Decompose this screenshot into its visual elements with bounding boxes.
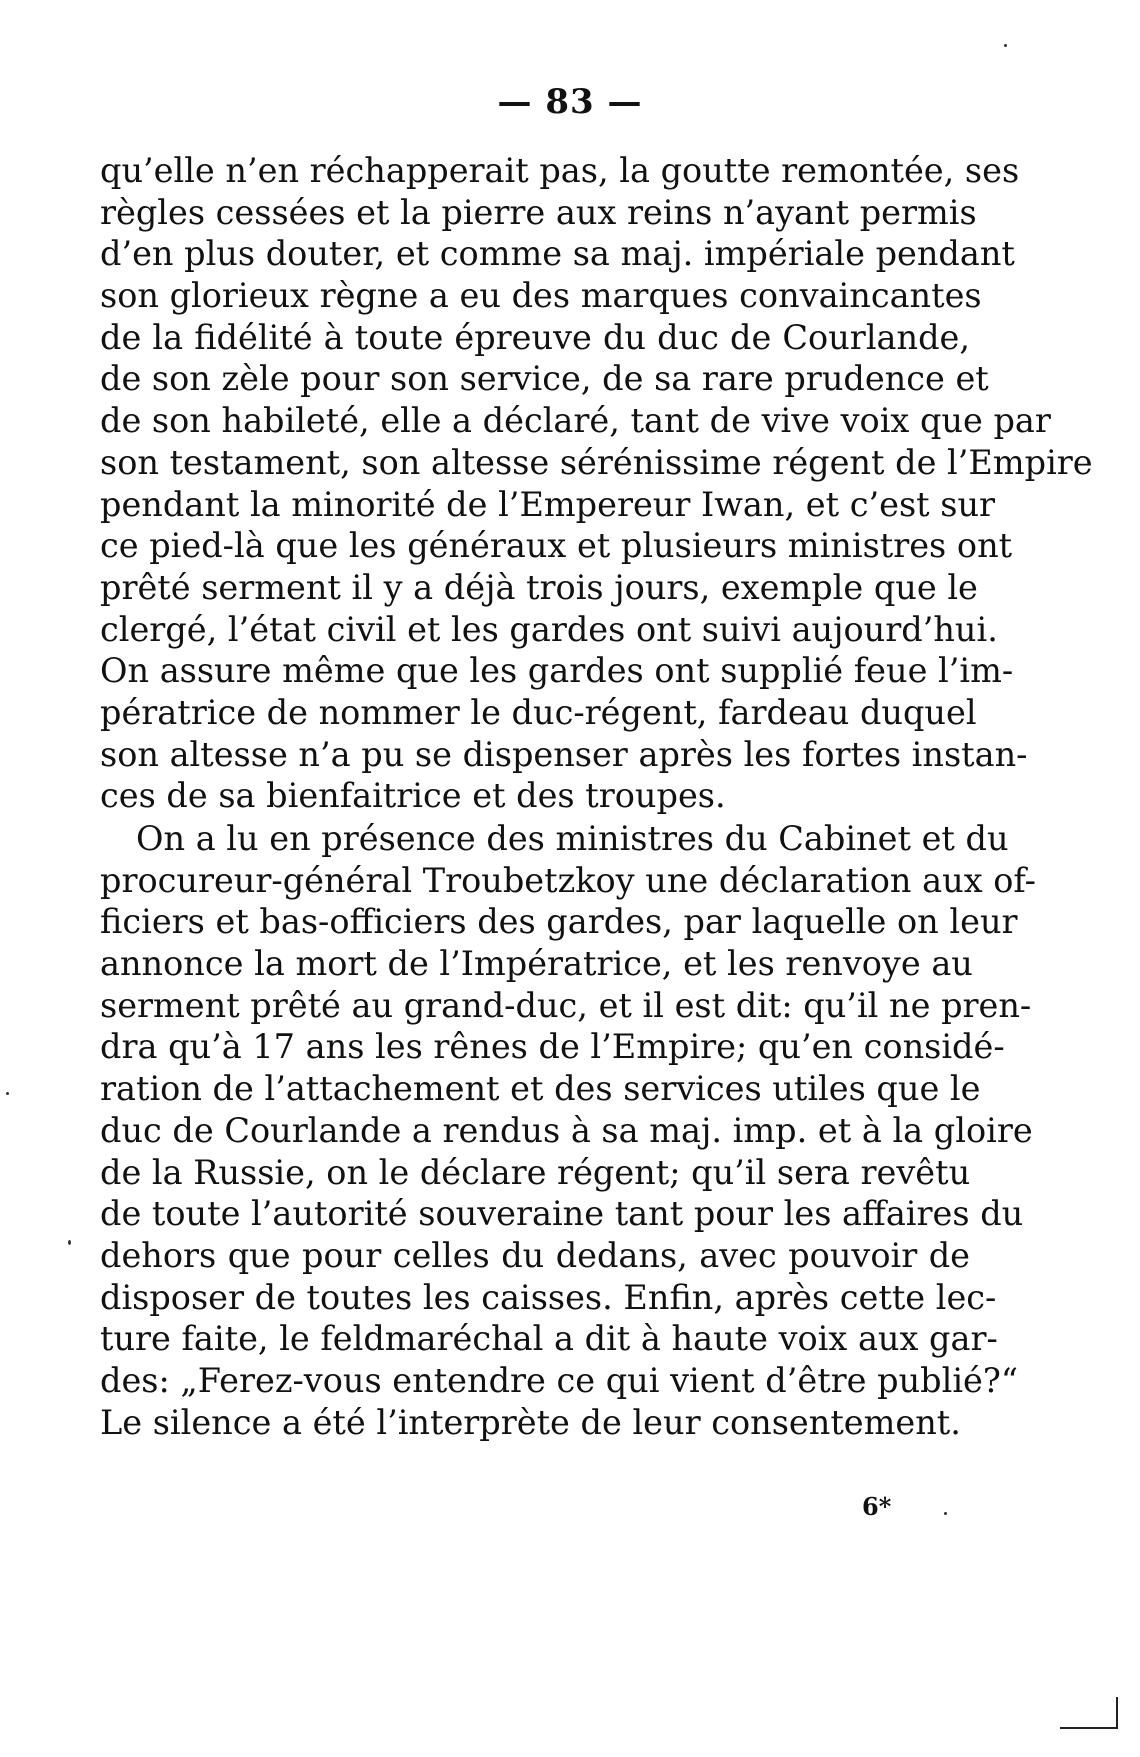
text-line: ces de sa bienfaitrice et des troupes. [100,776,726,816]
text-line: ration de l’attachement et des services utiles que le [100,1069,981,1109]
text-line: prêté serment il y a déjà trois jours, exemple que le [100,567,978,607]
print-speck [6,1092,9,1095]
page-number-header: — 83 — [497,82,643,122]
text-line: ce pied-là que les généraux et plusieurs ministres ont [100,526,1013,566]
text-line: pendant la minorité de l’Empereur Iwan, et c’est sur [100,484,996,524]
text-line: son testament, son altesse sérénissime régent de l’Empire [100,442,1093,482]
text-line: Le silence a été l’interprète de leur consentement. [100,1402,961,1442]
text-line: disposer de toutes les caisses. Enfin, après cette lec- [100,1277,997,1317]
text-line: de son habileté, elle a déclaré, tant de vive voix que par [100,401,1051,441]
text-line: On a lu en présence des ministres du Cabinet et du [136,819,1009,858]
text-line: procureur-général Troubetzkoy une déclaration aux of- [100,860,1036,900]
text-line: clergé, l’état civil et les gardes ont suivi aujourd’hui. [100,609,998,649]
paragraph-1 [100,150,1093,817]
text-line: des: „Ferez-vous entendre ce qui vient d’être publié?“ [100,1360,1018,1400]
text-line: d’en plus douter, et comme sa maj. impériale pendant [100,234,1015,274]
text-line: qu’elle n’en réchapperait pas, la goutte remontée, ses [100,151,1020,190]
signature-mark: 6* [862,1492,892,1521]
text-line: On assure même que les gardes ont supplié feue l’im- [100,651,1014,691]
text-line: de la Russie, on le déclare régent; qu’il sera revêtu [100,1152,971,1192]
text-line: serment prêté au grand-duc, et il est dit: qu’il ne pren- [100,985,1032,1025]
text-line: pératrice de nommer le duc-régent, fardeau duquel [100,692,977,732]
paragraph-2 [100,818,1036,1443]
text-line: dehors que pour celles du dedans, avec pouvoir de [100,1235,970,1275]
text-line: duc de Courlande a rendus à sa maj. imp. et à la gloire [100,1110,1033,1150]
text-line: ture faite, le feldmaréchal a dit à haute voix aux gar- [100,1319,998,1359]
print-speck [1004,44,1007,47]
text-line: annonce la mort de l’Impératrice, et les renvoye au [100,944,973,984]
text-line: ficiers et bas-officiers des gardes, par laquelle on leur [100,902,1018,942]
print-speck [68,1240,71,1245]
text-line: dra qu’à 17 ans les rênes de l’Empire; qu’en considé- [100,1027,1005,1067]
text-line: son glorieux règne a eu des marques convaincantes [100,276,982,316]
text-line: de toute l’autorité souveraine tant pour les affaires du [100,1194,1024,1234]
text-line: son altesse n’a pu se dispenser après les fortes instan- [100,734,1028,774]
text-line: de la fidélité à toute épreuve du duc de Courlande, [100,317,970,357]
page-corner-mark [1060,1697,1118,1729]
text-line: de son zèle pour son service, de sa rare prudence et [100,359,989,399]
print-speck [944,1512,947,1515]
text-line: règles cessées et la pierre aux reins n’ayant permis [100,192,977,232]
